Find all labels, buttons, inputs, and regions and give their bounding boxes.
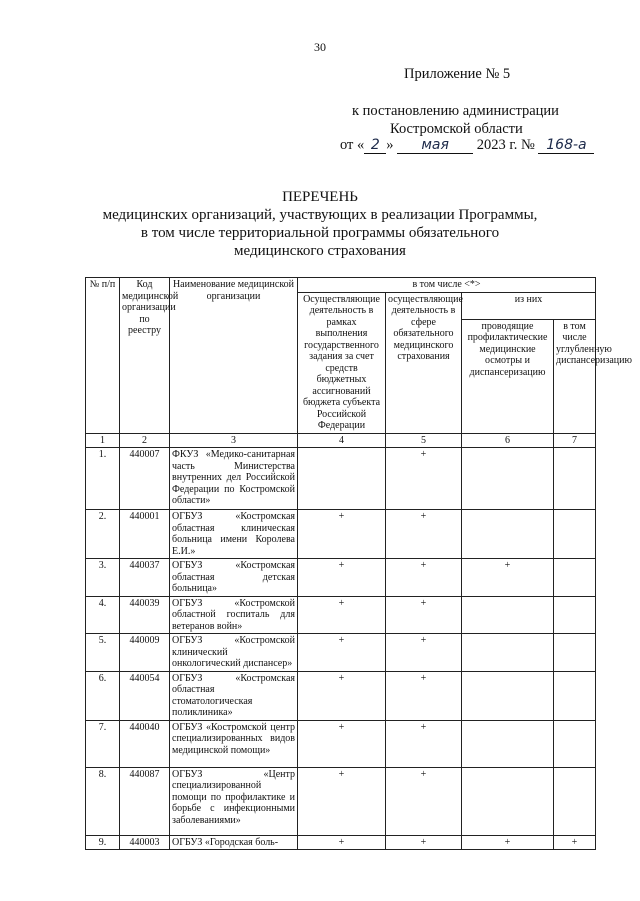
row-col4: + [298, 559, 386, 597]
row-org-name: ОГБУЗ «Костромской клинический онкологический диспансер» [170, 634, 298, 672]
row-col7 [554, 720, 596, 767]
list-title-line-3: медицинского страхования [234, 243, 406, 259]
row-col4: + [298, 634, 386, 672]
row-number: 4. [86, 596, 120, 634]
row-col6 [462, 596, 554, 634]
decree-quote-close: » [386, 137, 394, 153]
row-col5: + [386, 671, 462, 720]
table-row [86, 671, 596, 720]
decree-line-1: к постановлению администрации [352, 103, 559, 119]
row-code: 440054 [120, 671, 170, 720]
organizations-table [85, 277, 632, 850]
row-col4: + [298, 510, 386, 559]
decree-number: 168-а [538, 137, 594, 154]
row-col7 [554, 671, 596, 720]
row-org-name: ОГБУЗ «Костромская областная стоматологическая поликлиника» [170, 671, 298, 720]
decree-year-text: 2023 г. № [476, 137, 535, 153]
row-org-name: ОГБУЗ «Костромской областной госпиталь для ветеранов войн» [170, 596, 298, 634]
table-row [86, 448, 596, 510]
row-org-name: ОГБУЗ «Городская боль- [170, 835, 298, 850]
row-col6 [462, 720, 554, 767]
row-col7 [554, 510, 596, 559]
row-col7 [554, 767, 596, 835]
row-number: 7. [86, 720, 120, 767]
annex-label: Приложение № 5 [404, 66, 511, 82]
table-row [86, 510, 596, 559]
table-body [86, 448, 596, 850]
column-number: 1 [86, 433, 120, 448]
table-row [86, 720, 596, 767]
row-org-name: ОГБУЗ «Центр специализированной помощи по профилактике и борьбе с инфекционными заболеваниями» [170, 767, 298, 835]
column-number: 4 [298, 433, 386, 448]
row-col6 [462, 448, 554, 510]
decree-month: мая [397, 137, 473, 154]
row-number: 9. [86, 835, 120, 850]
row-col7: + [554, 835, 596, 850]
row-col5: + [386, 510, 462, 559]
table-row [86, 596, 596, 634]
row-col5: + [386, 559, 462, 597]
row-col4: + [298, 767, 386, 835]
list-title-line-2: в том числе территориальной программы обязательного [140, 225, 500, 241]
row-code: 440009 [120, 634, 170, 672]
row-col4: + [298, 720, 386, 767]
row-org-name: ОГБУЗ «Костромская областная клиническая больница имени Королева Е.И.» [170, 510, 298, 559]
column-number: 2 [120, 433, 170, 448]
row-col4: + [298, 596, 386, 634]
header-including: в том числе <*> [298, 278, 596, 293]
header-col4: Осуществляющие деятельность в рамках выполнения государственного задания за счет средств бюджетных ассигнований бюджета субъекта Российской Федерации [298, 292, 386, 433]
row-col7 [554, 448, 596, 510]
row-code: 440040 [120, 720, 170, 767]
row-col5: + [386, 448, 462, 510]
row-col4: + [298, 671, 386, 720]
row-col5: + [386, 634, 462, 672]
row-col7 [554, 596, 596, 634]
page-number: 30 [314, 40, 326, 54]
column-number: 5 [386, 433, 462, 448]
row-col4: + [298, 835, 386, 850]
decree-line-2: Костромской области [390, 121, 523, 137]
row-number: 8. [86, 767, 120, 835]
row-number: 3. [86, 559, 120, 597]
row-code: 440003 [120, 835, 170, 850]
decree-day: 2 [364, 137, 386, 154]
column-number: 6 [462, 433, 554, 448]
row-col5: + [386, 767, 462, 835]
row-code: 440087 [120, 767, 170, 835]
column-number: 7 [554, 433, 596, 448]
row-col6 [462, 510, 554, 559]
row-org-name: ОГБУЗ «Костромская областная детская больница» [170, 559, 298, 597]
header-name: Наименование медицинской организации [170, 278, 298, 434]
row-number: 2. [86, 510, 120, 559]
table-row [86, 559, 596, 597]
header-col5: осуществляющие деятельность в сфере обязательного медицинского страхования [386, 292, 462, 433]
row-number: 1. [86, 448, 120, 510]
row-col6 [462, 634, 554, 672]
row-code: 440007 [120, 448, 170, 510]
row-code: 440001 [120, 510, 170, 559]
table-row [86, 634, 596, 672]
row-col6 [462, 671, 554, 720]
table-row [86, 835, 596, 850]
row-col5: + [386, 720, 462, 767]
header-col6: проводящие профилактические медицинские осмотры и диспансеризацию [462, 319, 554, 433]
table-row [86, 767, 596, 835]
row-number: 6. [86, 671, 120, 720]
column-numbers-row [86, 433, 596, 448]
row-col7 [554, 559, 596, 597]
row-col7 [554, 634, 596, 672]
header-row [86, 278, 596, 293]
row-col6: + [462, 559, 554, 597]
row-code: 440037 [120, 559, 170, 597]
row-col4 [298, 448, 386, 510]
list-title-line-1: медицинских организаций, участвующих в реализации Программы, [102, 207, 538, 223]
row-col5: + [386, 835, 462, 850]
column-number: 3 [170, 433, 298, 448]
row-code: 440039 [120, 596, 170, 634]
header-num: № п/п [86, 278, 120, 434]
header-col7: в том числе углубленную диспансеризацию [554, 319, 596, 433]
row-number: 5. [86, 634, 120, 672]
row-col6: + [462, 835, 554, 850]
list-heading: ПЕРЕЧЕНЬ [282, 189, 358, 205]
row-col6 [462, 767, 554, 835]
decree-date-line [340, 137, 594, 154]
header-of-them: из них [462, 292, 596, 319]
row-org-name: ОГБУЗ «Костромской центр специализированных видов медицинской помощи» [170, 720, 298, 767]
decree-from-prefix: от « [340, 137, 365, 153]
header-code: Код медицинской организации по реестру [120, 278, 170, 434]
row-org-name: ФКУЗ «Медико-санитарная часть Министерства внутренних дел Российской Федерации по Костромской области» [170, 448, 298, 510]
row-col5: + [386, 596, 462, 634]
